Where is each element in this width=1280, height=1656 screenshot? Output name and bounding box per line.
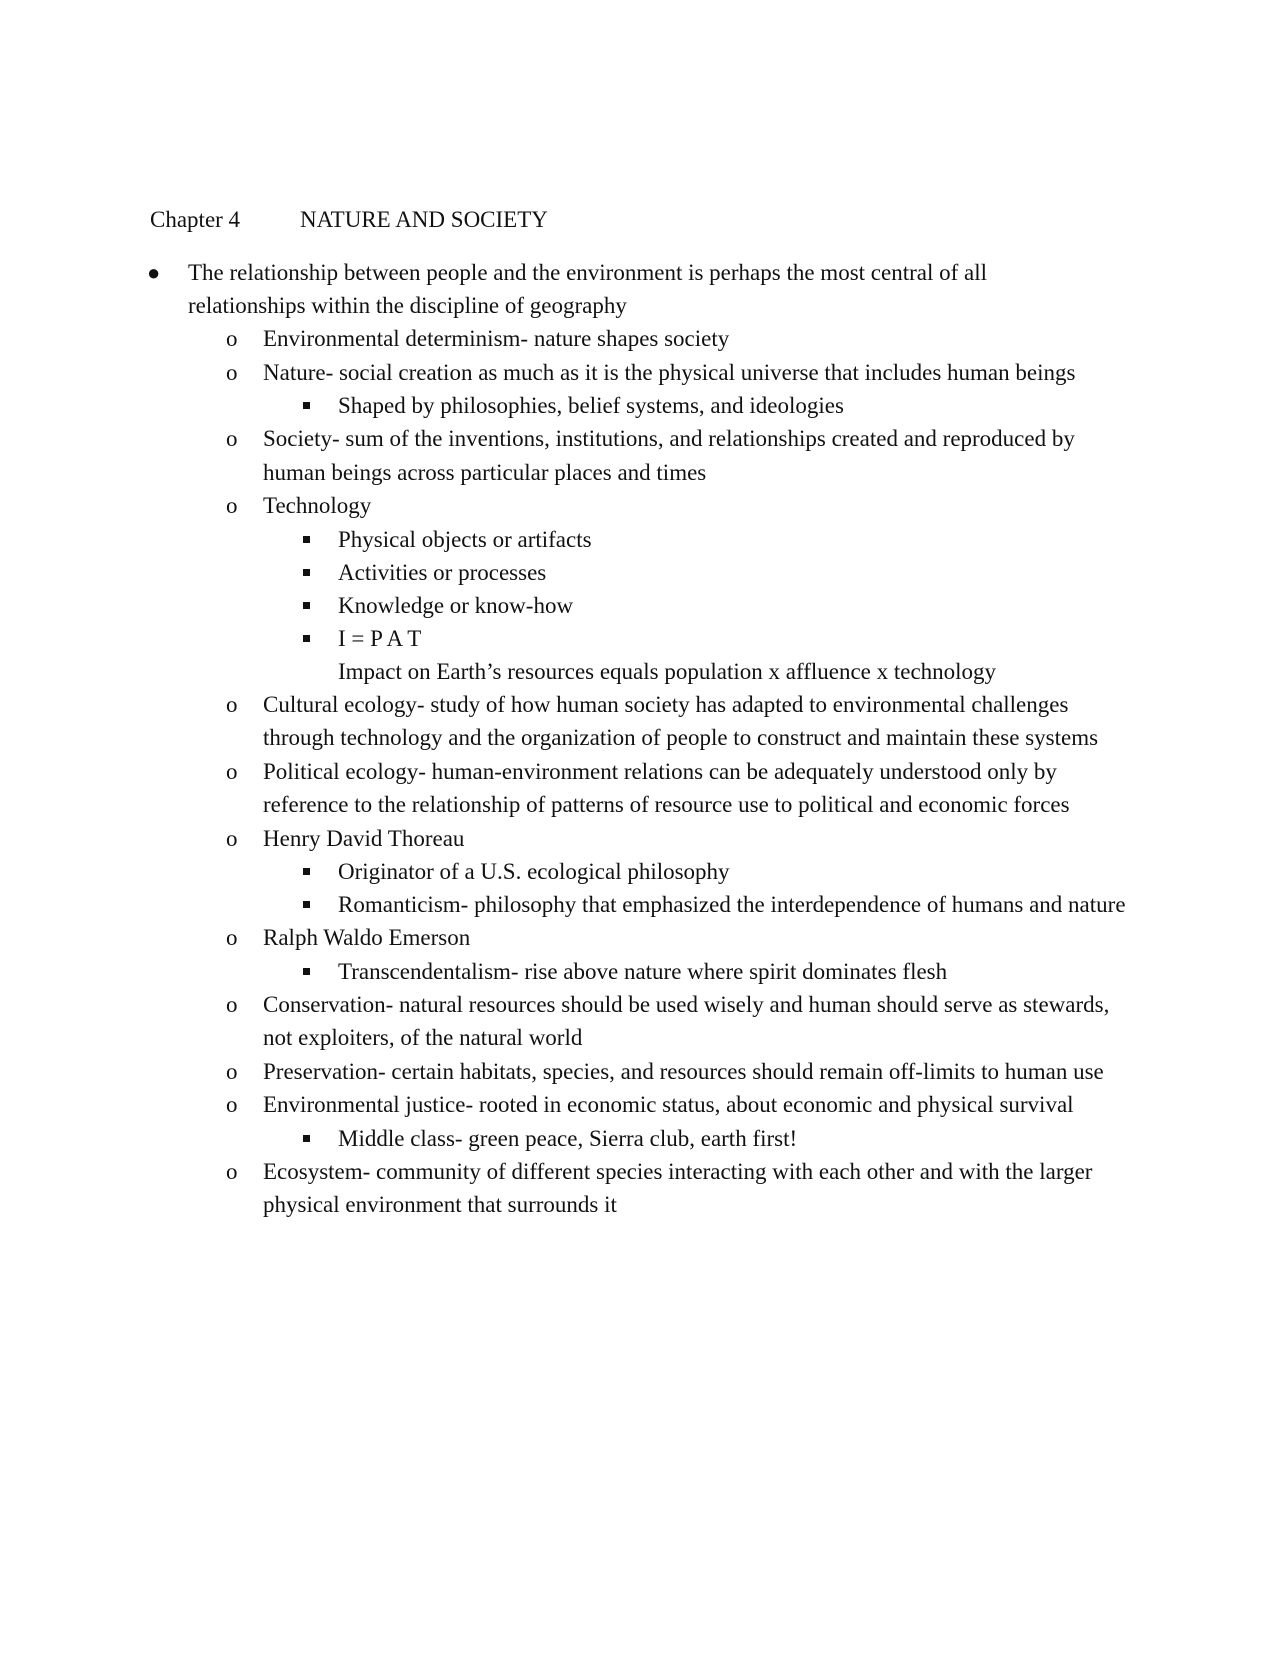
circle-bullet-icon: o bbox=[226, 991, 238, 1017]
sub-item-text: Middle class- green peace, Sierra club, earth first! bbox=[338, 1125, 798, 1151]
square-bullet-icon bbox=[303, 635, 310, 642]
sub-item bbox=[338, 855, 1133, 888]
circle-bullet-icon: o bbox=[226, 1092, 238, 1117]
sub-item-text: Romanticism- philosophy that emphasized the interdependence of humans and nature bbox=[338, 892, 1126, 917]
circle-bullet-icon: o bbox=[226, 426, 238, 451]
outline-item bbox=[226, 755, 1133, 822]
outline-item-text: Environmental justice- rooted in economic status, about economic and physical survival bbox=[263, 1092, 1074, 1117]
sub-item-text: Originator of a U.S. ecological philosophy bbox=[338, 859, 730, 884]
outline-item-text: Preservation- certain habitats, species, and resources should remain off-limits to human use bbox=[263, 1058, 1104, 1084]
outline-item bbox=[226, 1155, 1133, 1222]
square-bullet-icon bbox=[303, 868, 310, 875]
circle-bullet-icon: o bbox=[226, 493, 238, 518]
sub-item bbox=[338, 888, 1133, 921]
chapter-title: NATURE AND SOCIETY bbox=[300, 207, 548, 232]
sub-item-note: Impact on Earth’s resources equals population x affluence x technology bbox=[338, 658, 997, 684]
outline-item-text: Conservation- natural resources should be used wisely and human should serve as stewards, not exploiters, of the natural world bbox=[263, 991, 1110, 1050]
square-bullet-icon bbox=[303, 536, 310, 543]
circle-bullet-icon: o bbox=[226, 359, 238, 385]
circle-bullet-icon: o bbox=[226, 1158, 238, 1184]
outline-list bbox=[226, 322, 1133, 1222]
outline-item-text: Technology bbox=[263, 493, 372, 518]
sub-item-text: Transcendentalism- rise above nature where spirit dominates flesh bbox=[338, 958, 948, 984]
sub-item bbox=[338, 389, 1133, 422]
outline-item bbox=[226, 489, 1133, 688]
outline-item bbox=[226, 688, 1133, 755]
outline-item-text: Ralph Waldo Emerson bbox=[263, 925, 471, 950]
outline-item-text: Cultural ecology- study of how human society has adapted to environmental challenges through technology and the organization of people to construct and maintain these systems bbox=[263, 691, 1099, 750]
square-bullet-icon bbox=[303, 569, 310, 576]
bullet-dot-icon: ● bbox=[147, 260, 161, 285]
circle-bullet-icon: o bbox=[226, 326, 238, 351]
outline-item bbox=[226, 356, 1133, 423]
sub-item-text: Shaped by philosophies, belief systems, and ideologies bbox=[338, 393, 844, 418]
outline-item-text: Ecosystem- community of different species interacting with each other and with the larger physical environment that surrounds it bbox=[263, 1158, 1093, 1217]
square-bullet-icon bbox=[303, 602, 310, 609]
sub-list bbox=[338, 523, 1133, 688]
sub-list bbox=[338, 855, 1133, 921]
sub-item-text: Activities or processes bbox=[338, 559, 547, 585]
circle-bullet-icon: o bbox=[226, 825, 238, 851]
sub-item bbox=[338, 589, 1133, 622]
sub-item bbox=[338, 622, 1133, 688]
circle-bullet-icon: o bbox=[226, 1058, 238, 1084]
outline-item bbox=[226, 921, 1133, 988]
sub-item bbox=[338, 955, 1133, 988]
outline-item-text: Nature- social creation as much as it is the physical universe that includes human beings bbox=[263, 359, 1076, 385]
sub-list bbox=[338, 1122, 1133, 1155]
square-bullet-icon bbox=[303, 1135, 310, 1142]
outline-item bbox=[226, 1055, 1133, 1089]
outline-item bbox=[226, 822, 1133, 922]
square-bullet-icon bbox=[303, 968, 310, 975]
square-bullet-icon bbox=[303, 901, 310, 908]
outline-item-text: Environmental determinism- nature shapes society bbox=[263, 326, 730, 351]
chapter-heading bbox=[150, 204, 548, 236]
square-bullet-icon bbox=[303, 402, 310, 409]
outline-item-text: Society- sum of the inventions, institutions, and relationships created and reproduced by human beings across particular places and times bbox=[263, 426, 1075, 485]
sub-list bbox=[338, 389, 1133, 422]
outline-item bbox=[226, 422, 1133, 489]
intro-text: The relationship between people and the environment is perhaps the most central of all relationships within the discipline of geography bbox=[188, 260, 987, 318]
chapter-number: Chapter 4 bbox=[150, 207, 241, 232]
sub-item-text: Physical objects or artifacts bbox=[338, 526, 592, 552]
sub-item-text: Knowledge or know-how bbox=[338, 592, 574, 618]
circle-bullet-icon: o bbox=[226, 758, 238, 784]
circle-bullet-icon: o bbox=[226, 925, 238, 950]
sub-item bbox=[338, 1122, 1133, 1155]
intro-bullet bbox=[147, 256, 1088, 322]
outline-item bbox=[226, 988, 1133, 1055]
sub-item bbox=[338, 556, 1133, 589]
outline-item-text: Henry David Thoreau bbox=[263, 825, 465, 851]
outline-item bbox=[226, 1088, 1133, 1155]
sub-list bbox=[338, 955, 1133, 988]
sub-item-text: I = P A T bbox=[338, 625, 422, 651]
circle-bullet-icon: o bbox=[226, 691, 238, 717]
outline-item-text: Political ecology- human-environment relations can be adequately understood only by reference to the relationship of patterns of resource use to political and economic forces bbox=[263, 758, 1070, 817]
sub-item bbox=[338, 523, 1133, 556]
outline-item bbox=[226, 322, 1133, 356]
